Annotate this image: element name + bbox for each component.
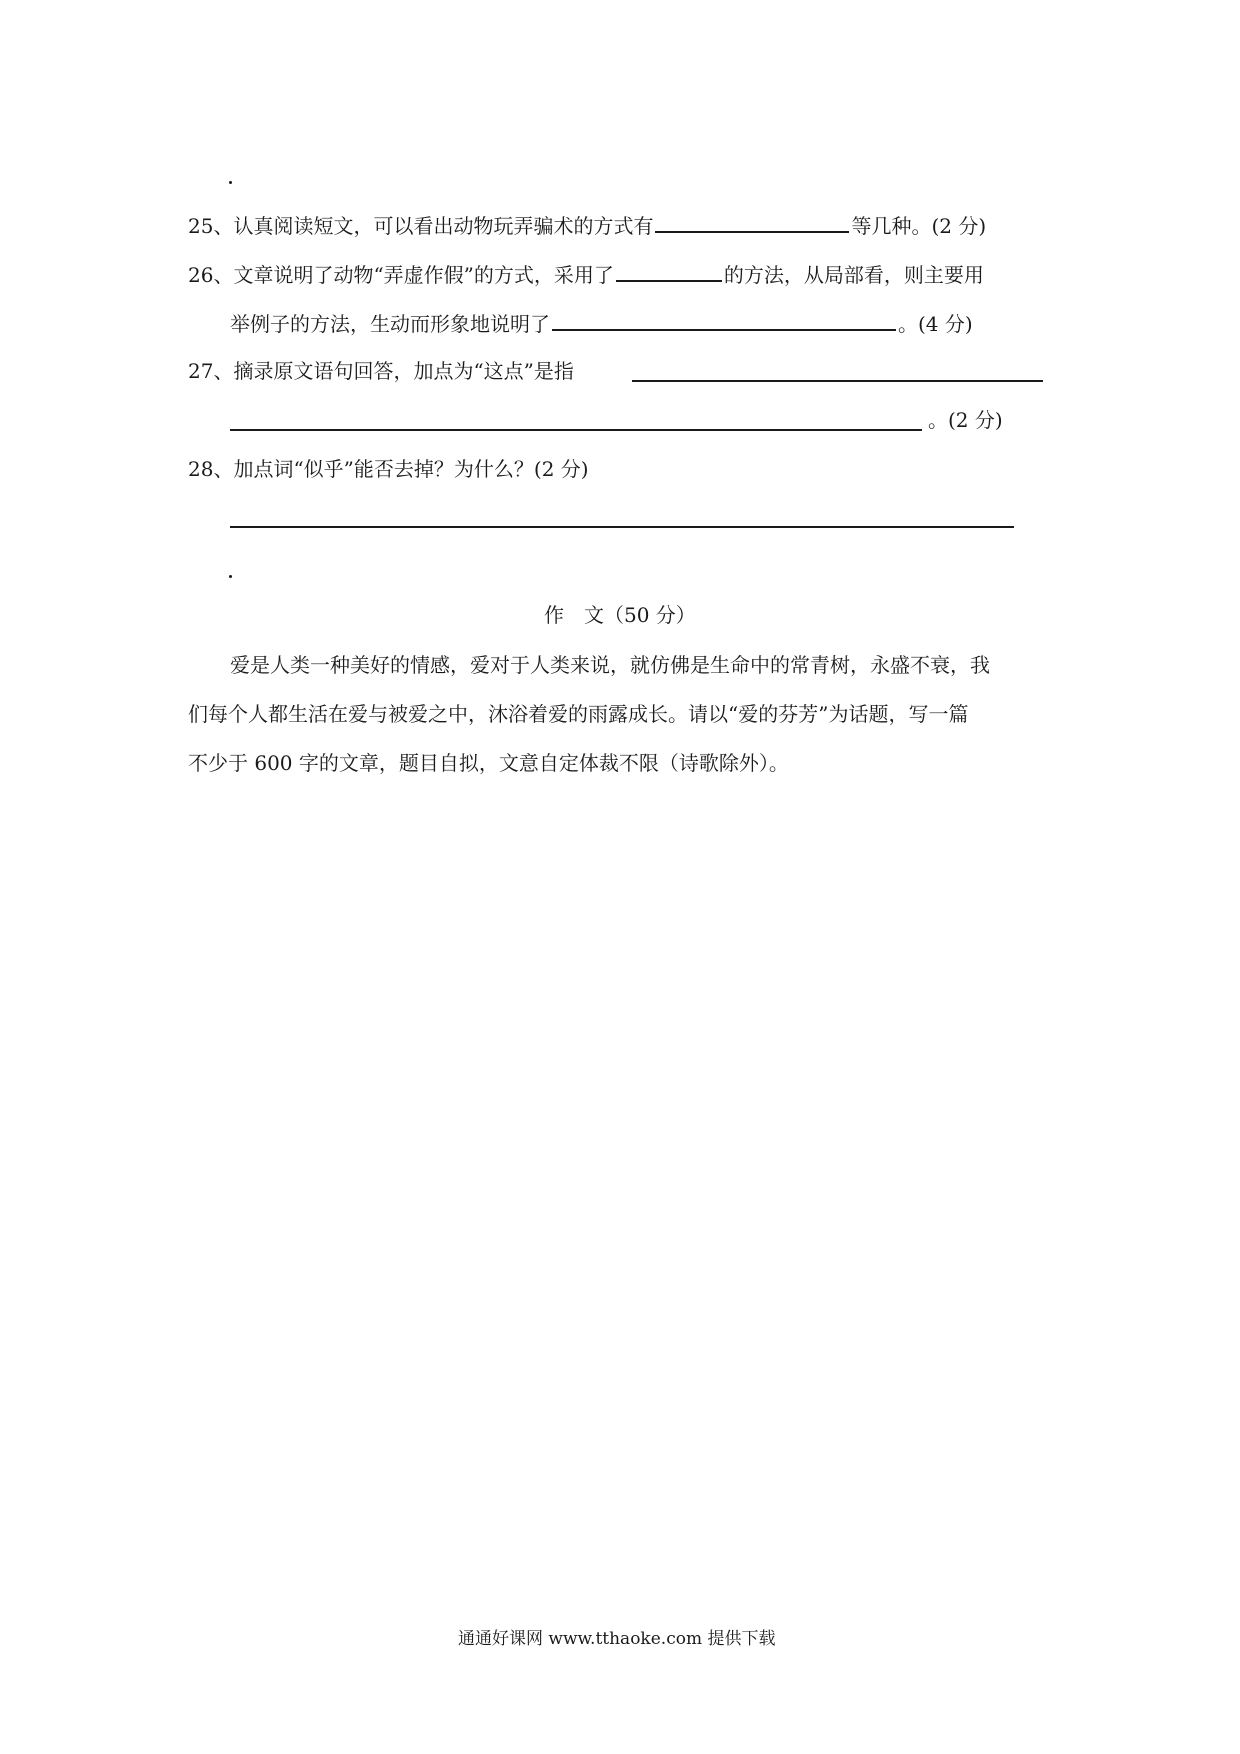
essay-heading-part-2: 文（50 分）: [584, 603, 696, 627]
stray-dot-top: [229, 181, 232, 184]
question-28-answer-blank[interactable]: [230, 526, 1014, 528]
question-25-answer-blank[interactable]: [655, 211, 849, 233]
question-26-text-2: 的方法，从局部看，则主要用: [723, 263, 984, 287]
question-27-line-2: [928, 407, 1003, 433]
question-27-score: 。(2 分): [928, 408, 1003, 432]
question-27-line-1: [188, 358, 574, 384]
essay-prompt-text-2: 们每个人都生活在爱与被爱之中，沐浴着爱的雨露成长。请以“爱的芬芳”为话题，写一篇: [188, 702, 969, 726]
essay-prompt-line-1: [230, 652, 990, 678]
question-27-answer-blank-1[interactable]: [632, 380, 1043, 382]
question-25: [188, 211, 986, 237]
question-26-answer-blank-2[interactable]: [552, 309, 896, 331]
essay-prompt-line-2: [188, 701, 968, 727]
essay-heading-part-1: 作: [544, 603, 564, 627]
question-26-number: 26、: [188, 263, 234, 287]
question-26-text-1: 文章说明了动物“弄虚作假”的方式，采用了: [233, 263, 614, 287]
question-25-number: 25、: [188, 214, 234, 238]
question-28: [188, 456, 589, 482]
page-footer: [458, 1628, 775, 1650]
question-28-number: 28、: [188, 457, 234, 481]
question-27-answer-blank-2[interactable]: [230, 429, 922, 431]
question-26-line-1: [188, 260, 984, 286]
essay-heading: [544, 602, 696, 628]
footer-text: 通通好课网 www.tthaoke.com 提供下载: [458, 1629, 776, 1649]
question-26-score: 。(4 分): [898, 312, 973, 336]
essay-prompt-text-1: 爱是人类一种美好的情感，爱对于人类来说，就仿佛是生命中的常青树，永盛不衰，我: [230, 653, 990, 677]
stray-dot-middle: [229, 575, 232, 578]
question-27-number: 27、: [188, 359, 234, 383]
question-25-text: 认真阅读短文，可以看出动物玩弄骗术的方式有: [233, 214, 654, 238]
essay-prompt-line-3: [188, 750, 789, 776]
essay-prompt-text-3: 不少于 600 字的文章，题目自拟，文意自定体裁不限（诗歌除外）。: [188, 751, 789, 775]
question-26-text-3: 举例子的方法，生动而形象地说明了: [230, 312, 550, 336]
question-25-score: 等几种。(2 分): [851, 214, 987, 238]
question-26-answer-blank-1[interactable]: [616, 260, 722, 282]
question-27-text: 摘录原文语句回答，加点为“这点”是指: [233, 359, 574, 383]
question-28-text: 加点词“似乎”能否去掉？为什么？(2 分): [233, 457, 589, 481]
question-26-line-2: [230, 309, 973, 335]
